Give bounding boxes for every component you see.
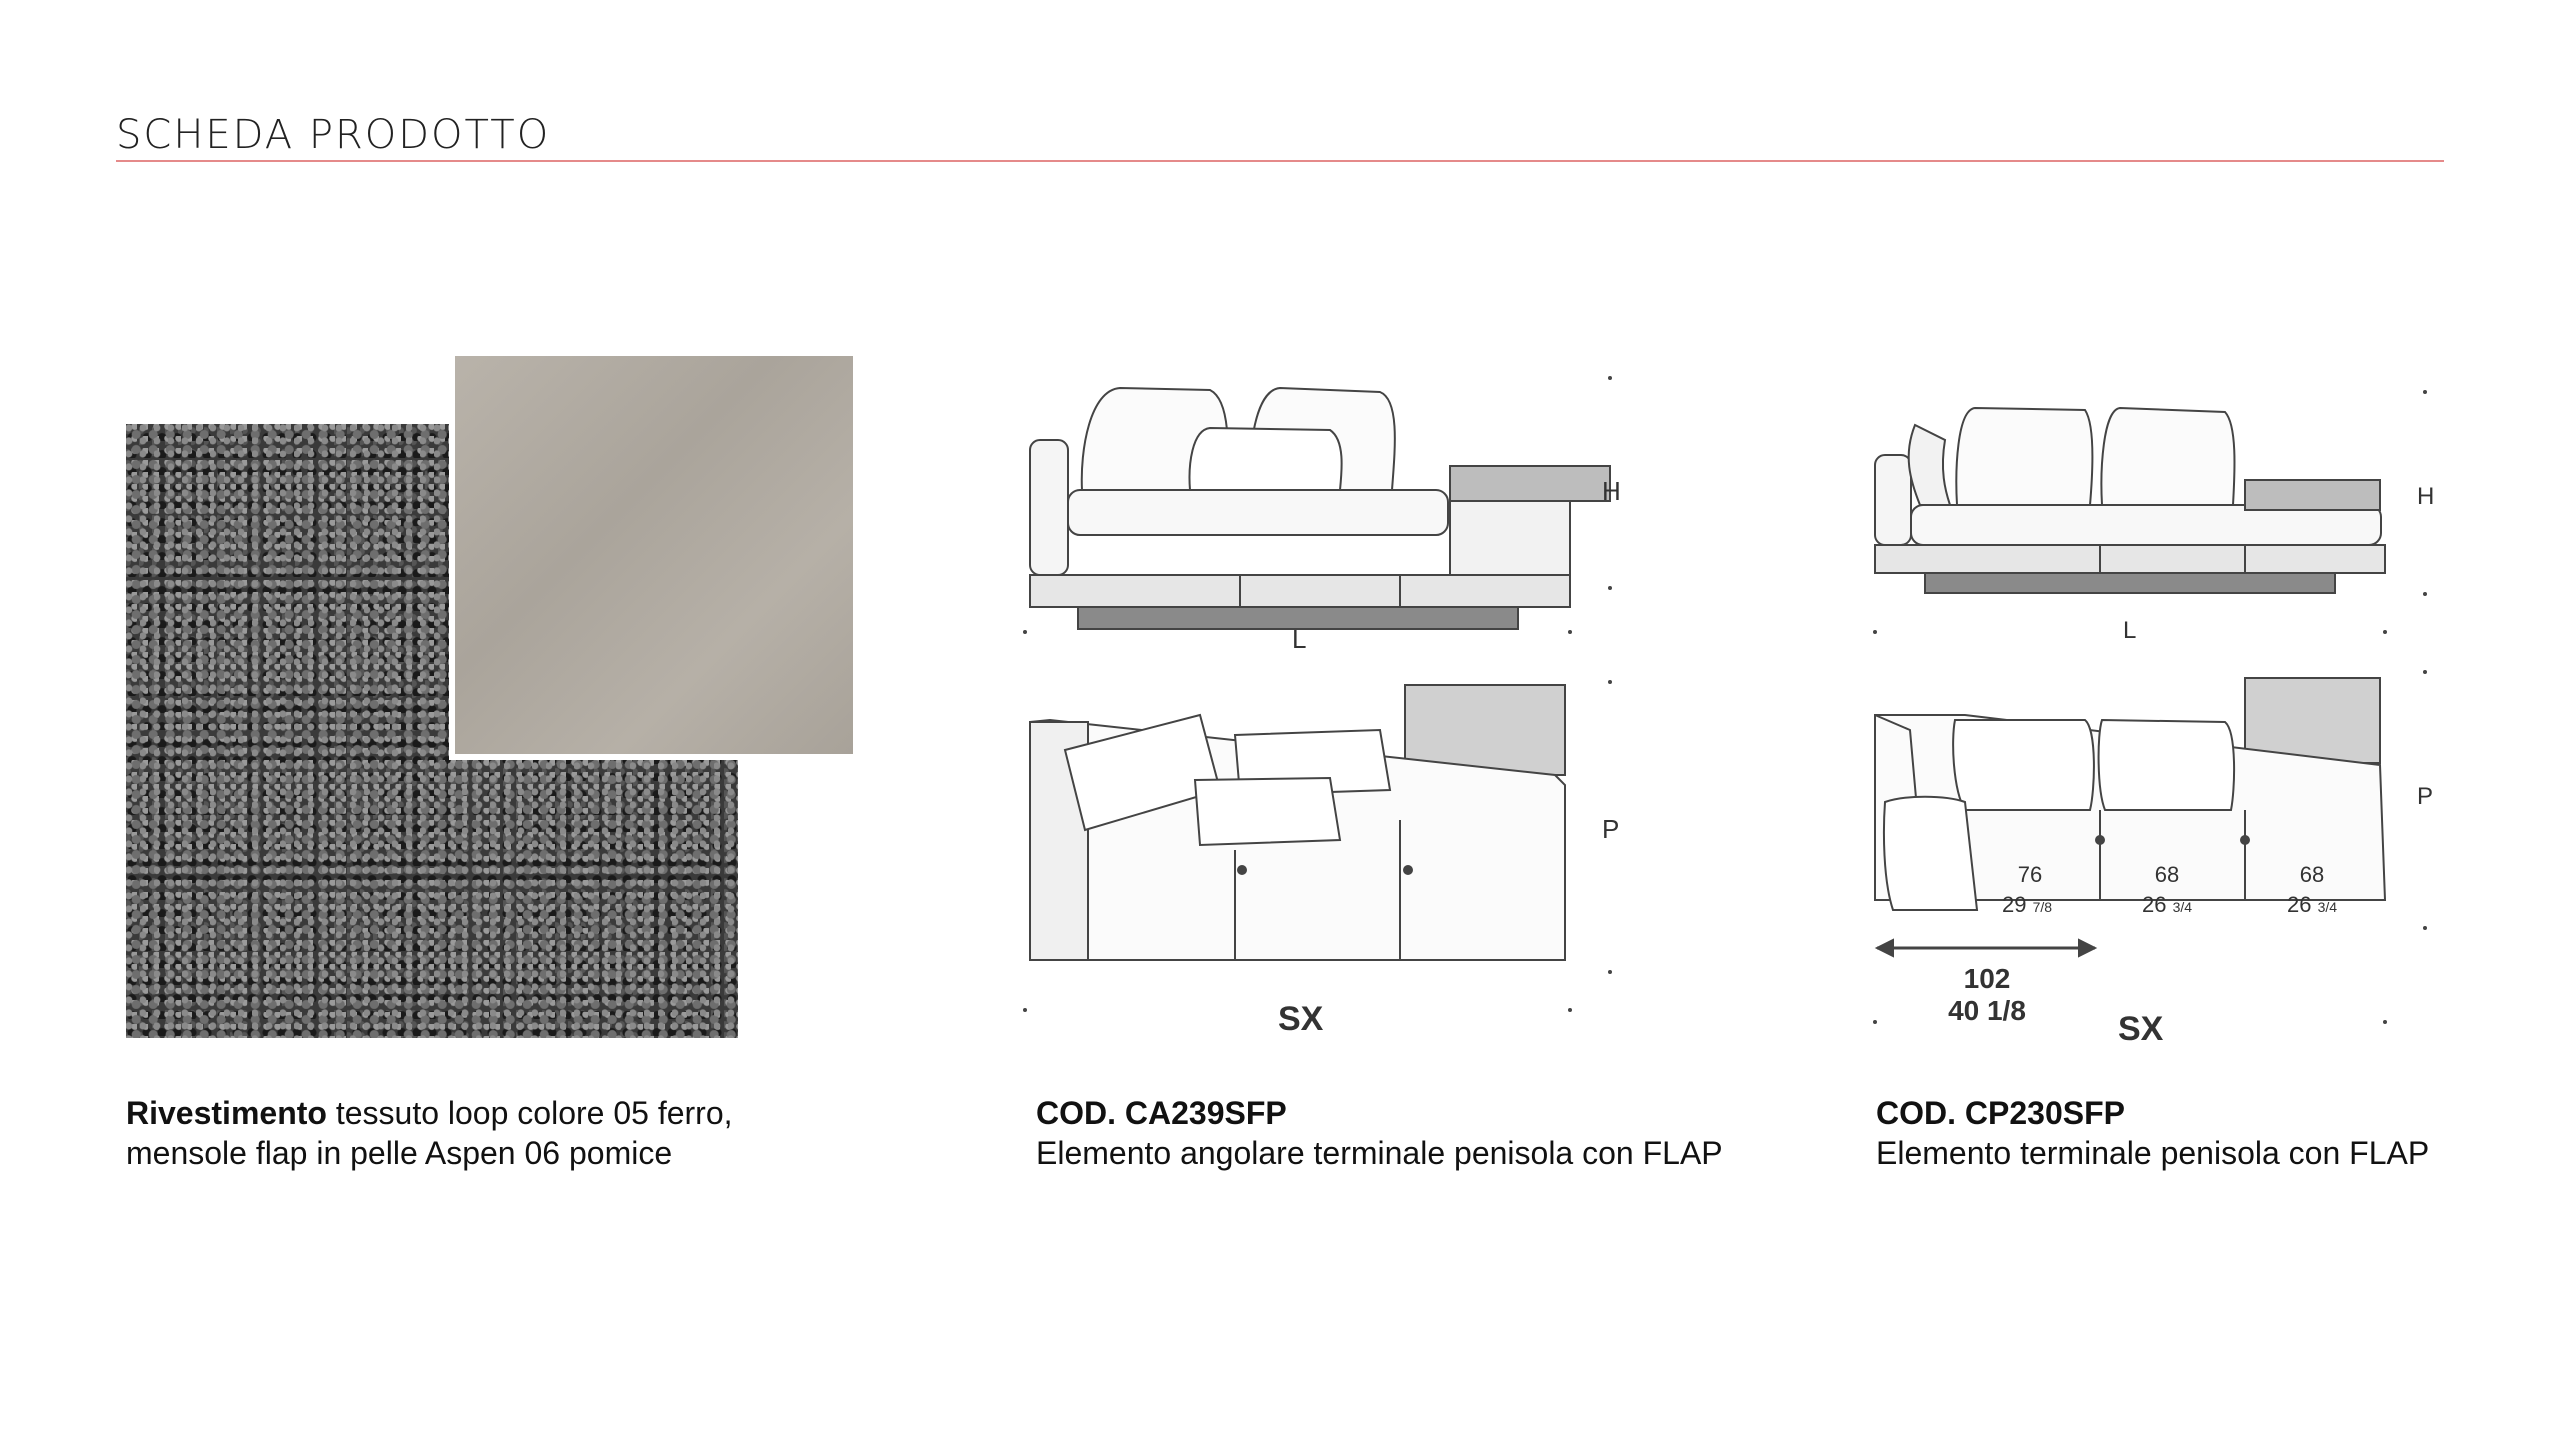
- seat-width-1-in-frac: 7/8: [2032, 899, 2053, 915]
- seat-width-2-in-frac: 3/4: [2172, 899, 2193, 915]
- finish-fabric-text: tessuto loop colore 05 ferro,: [326, 1095, 733, 1131]
- product1-length-label: L: [1292, 624, 1307, 654]
- product2-height-label: H: [2417, 483, 2435, 510]
- product1-side-label: SX: [1278, 1000, 1324, 1038]
- product1-depth-label: P: [1602, 814, 1620, 844]
- finish-caption: [126, 1093, 733, 1173]
- total-width-cm: 102: [1963, 963, 2011, 994]
- product1-description: Elemento angolare terminale penisola con FLAP: [1036, 1135, 1723, 1171]
- seat-width-3-in-whole: 26: [2286, 892, 2312, 917]
- product1-caption: [1036, 1093, 1723, 1173]
- seat-width-2-in-whole: 26: [2141, 892, 2167, 917]
- product1-code: COD. CA239SFP: [1036, 1095, 1287, 1131]
- finish-caption-line1: [126, 1093, 733, 1133]
- product2-caption: [1876, 1093, 2429, 1173]
- seat-width-1-in-whole: 29: [2001, 892, 2027, 917]
- product2-depth-label: P: [2417, 783, 2434, 810]
- seat-width-1-cm: 76: [2017, 862, 2043, 887]
- header-divider: [116, 160, 2444, 162]
- product2-description: Elemento terminale penisola con FLAP: [1876, 1135, 2430, 1171]
- finish-label: Rivestimento: [126, 1095, 327, 1131]
- seat-width-3-in-frac: 3/4: [2317, 899, 2338, 915]
- product2-code: COD. CP230SFP: [1876, 1095, 2125, 1131]
- product2-length-label: L: [2123, 617, 2137, 644]
- product2-side-label: SX: [2118, 1010, 2164, 1048]
- product2-drawing: [1865, 370, 2445, 1060]
- seat-width-3-cm: 68: [2299, 862, 2325, 887]
- product1-drawing: [1010, 360, 1650, 1040]
- leather-swatch: [449, 350, 859, 760]
- page-title: SCHEDA PRODOTTO: [116, 112, 551, 158]
- finish-caption-line2: mensole flap in pelle Aspen 06 pomice: [126, 1135, 673, 1171]
- seat-width-2-cm: 68: [2154, 862, 2180, 887]
- product1-height-label: H: [1602, 476, 1621, 506]
- total-width-in: 40 1/8: [1948, 995, 2026, 1026]
